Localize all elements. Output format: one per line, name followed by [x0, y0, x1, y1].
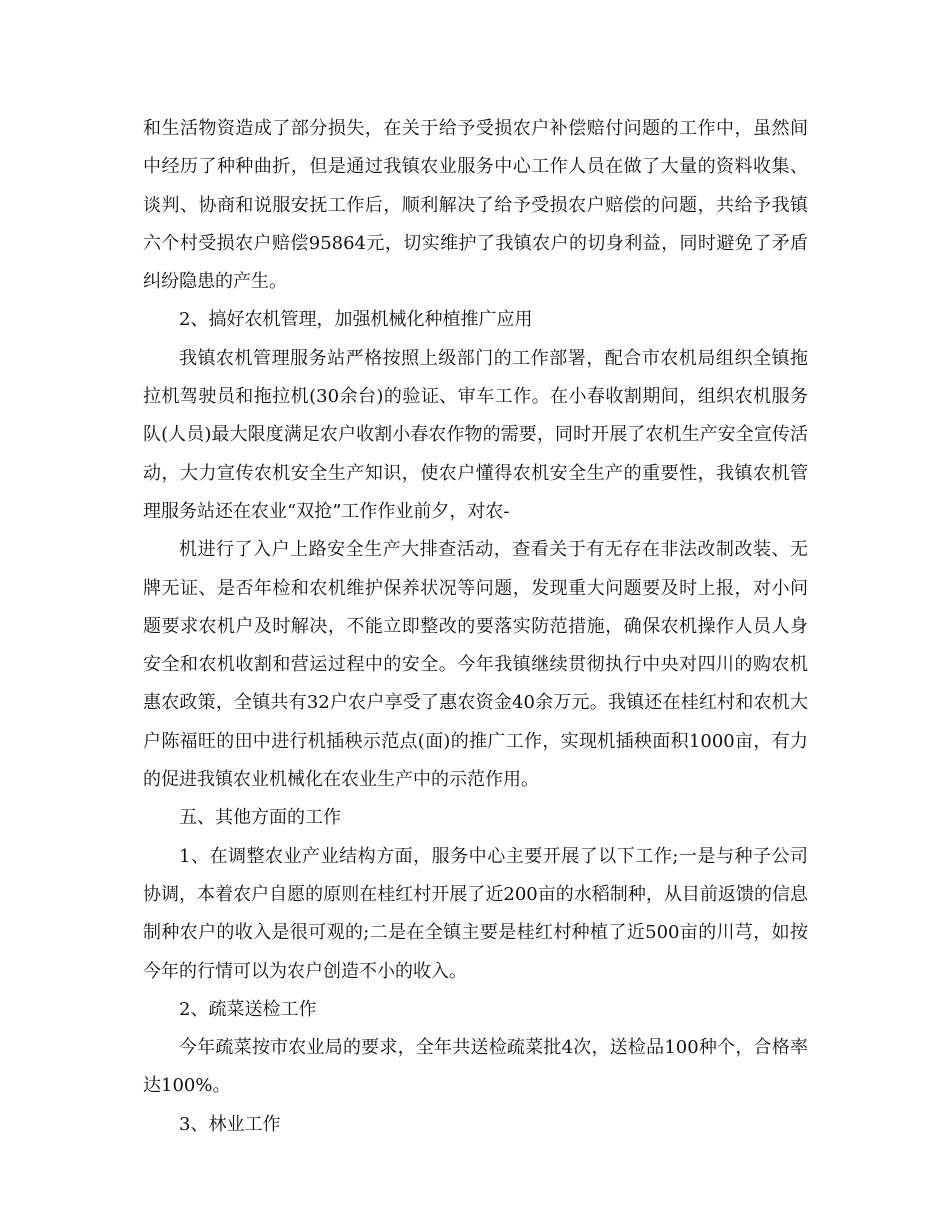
paragraph-compensation-continued: 和生活物资造成了部分损失，在关于给予受损农户补偿赔付问题的工作中，虽然间中经历了种种曲折，但是通过我镇农业服务中心工作人员在做了大量的资料收集、谈判、协商和说服安抚工作后，顺利解决了给予受损农户赔偿的问题，共给予我镇六个村受损农户赔偿95864元，切实维护了我镇农户的切身利益，同时避免了矛盾纠纷隐患的产生。 [143, 118, 808, 293]
paragraph-vegetable-inspection: 今年疏菜按市农业局的要求，全年共送检疏菜批4次，送检品100种个，合格率达100%。 [143, 1037, 808, 1097]
heading-other-work: 五、其他方面的工作 [179, 807, 341, 829]
paragraph-machinery-station: 我镇农机管理服务站严格按照上级部门的工作部署，配合市农机局组织全镇拖拉机驾驶员和拖拉机(30余台)的验证、审车工作。在小春收割期间，组织农机服务队(人员)最大限度满足农户收割小春农作物的需要，同时开展了农机生产安全宣传活动，大力宣传农机安全生产知识，使农户懂得农机安全生产的重要性，我镇农机管理服务站还在农业“双抢”工作作业前夕，对农- [143, 347, 808, 522]
heading-forestry-work: 3、林业工作 [179, 1113, 281, 1135]
document-body [143, 110, 808, 1144]
heading-agricultural-machinery: 2、搞好农机管理，加强机械化种植推广应用 [179, 309, 533, 331]
paragraph-industry-structure: 1、在调整农业产业结构方面，服务中心主要开展了以下工作;一是与种子公司协调，本着农户自愿的原则在桂红村开展了近200亩的水稻制种，从目前返馈的信息制种农户的收入是很可观的;二是在全镇主要是桂红村种植了近500亩的川芎，如按今年的行情可以为农户创造不小的收入。 [143, 845, 808, 982]
paragraph-safety-inspection: 机进行了入户上路安全生产大排查活动，查看关于有无存在非法改制改装、无牌无证、是否年检和农机维护保养状况等问题，发现重大问题要及时上报，对小问题要求农机户及时解决，不能立即整改的要落实防范措施，确保农机操作人员人身安全和农机收割和营运过程中的安全。今年我镇继续贯彻执行中央对四川的购农机惠农政策，全镇共有32户农户享受了惠农资金40余万元。我镇还在桂红村和农机大户陈福旺的田中进行机插秧示范点(面)的推广工作，实现机插秧面积1000亩，有力的促进我镇农业机械化在农业生产中的示范作用。 [143, 539, 808, 791]
heading-vegetable-inspection: 2、疏菜送检工作 [179, 998, 317, 1020]
